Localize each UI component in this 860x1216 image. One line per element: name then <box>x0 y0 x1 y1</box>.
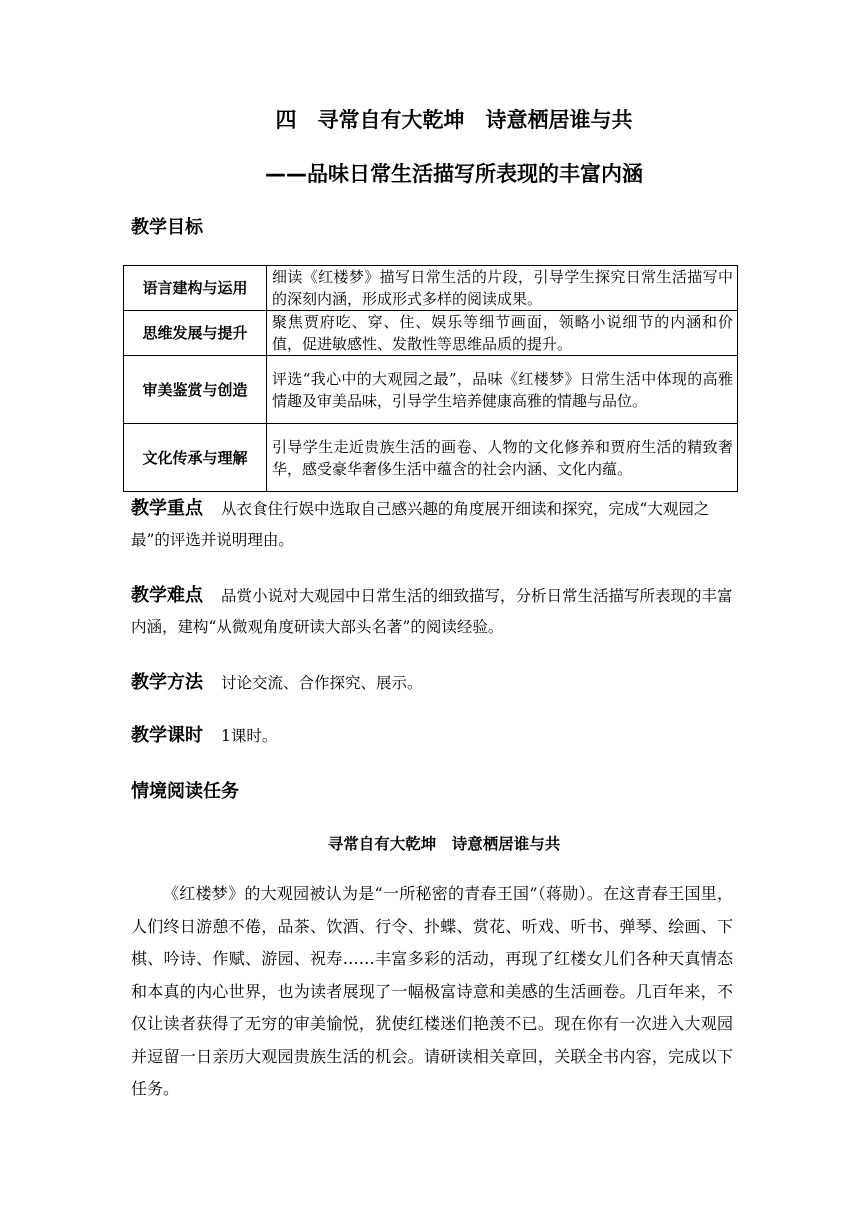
goal-text: 聚焦贾府吃、穿、住、娱乐等细节画面，领略小说细节的内涵和价值，促进敏感性、发散性等思维品质的提升。 <box>267 311 738 356</box>
method-paragraph <box>131 667 743 699</box>
goal-text: 细读《红楼梦》描写日常生活的片段，引导学生探究日常生活描写中的深刻内涵，形成形式多样的阅读成果。 <box>267 266 738 311</box>
goals-table <box>123 265 738 492</box>
goal-label: 审美鉴赏与创造 <box>124 356 267 424</box>
table-row <box>124 424 738 492</box>
task-heading: 情境阅读任务 <box>131 781 239 802</box>
focus-text: 从衣食住行娱中选取自己感兴趣的角度展开细读和探究，完成“大观园之最”的评选并说明理由。 <box>131 500 710 549</box>
goal-text: 引导学生走近贵族生活的画卷、人物的文化修养和贾府生活的精致奢华，感受豪华奢侈生活中蕴含的社会内涵、文化内蕴。 <box>267 424 738 492</box>
hours-text: 1课时。 <box>221 727 278 745</box>
goal-label: 语言建构与运用 <box>124 266 267 311</box>
method-text: 讨论交流、合作探究、展示。 <box>221 674 423 692</box>
hours-paragraph <box>131 720 743 752</box>
table-row <box>124 311 738 356</box>
difficulty-label: 教学难点 <box>131 585 203 606</box>
focus-paragraph <box>131 493 743 556</box>
page-title: 四 寻常自有大乾坤 诗意栖居谁与共 <box>275 108 633 132</box>
method-label: 教学方法 <box>131 672 203 693</box>
difficulty-paragraph <box>131 580 743 643</box>
page-subtitle: ——品味日常生活描写所表现的丰富内涵 <box>265 162 643 186</box>
task-body: 《红楼梦》的大观园被认为是“一所秘密的青春王国”（蒋勋）。在这青春王国里，人们终日游憩不倦，品茶、饮酒、行令、扑蝶、赏花、听戏、听书、弹琴、绘画、下棋、吟诗、作赋、游园、祝寿……丰富多彩的活动，再现了红楼女儿们各种天真情态和本真的内心世界，也为读者展现了一幅极富诗意和美感的生活画卷。几百年来，不仅让读者获得了无穷的审美愉悦，犹使红楼迷们艳羡不已。现在你有一次进入大观园并逗留一日亲历大观园贵族生活的机会。请研读相关章回，关联全书内容，完成以下任务。 <box>131 884 733 1098</box>
goals-heading: 教学目标 <box>131 217 203 238</box>
table-row <box>124 266 738 311</box>
goal-label: 文化传承与理解 <box>124 424 267 492</box>
goal-label: 思维发展与提升 <box>124 311 267 356</box>
table-row <box>124 356 738 424</box>
task-title: 寻常自有大乾坤 诗意栖居谁与共 <box>327 835 561 853</box>
difficulty-text: 品赏小说对大观园中日常生活的细致描写，分析日常生活描写所表现的丰富内涵，建构“从微观角度研读大部头名著”的阅读经验。 <box>131 587 733 636</box>
hours-label: 教学课时 <box>131 725 203 746</box>
focus-label: 教学重点 <box>131 498 203 519</box>
goal-text: 评选“我心中的大观园之最”，品味《红楼梦》日常生活中体现的高雅情趣及审美品味，引导学生培养健康高雅的情趣与品位。 <box>267 356 738 424</box>
